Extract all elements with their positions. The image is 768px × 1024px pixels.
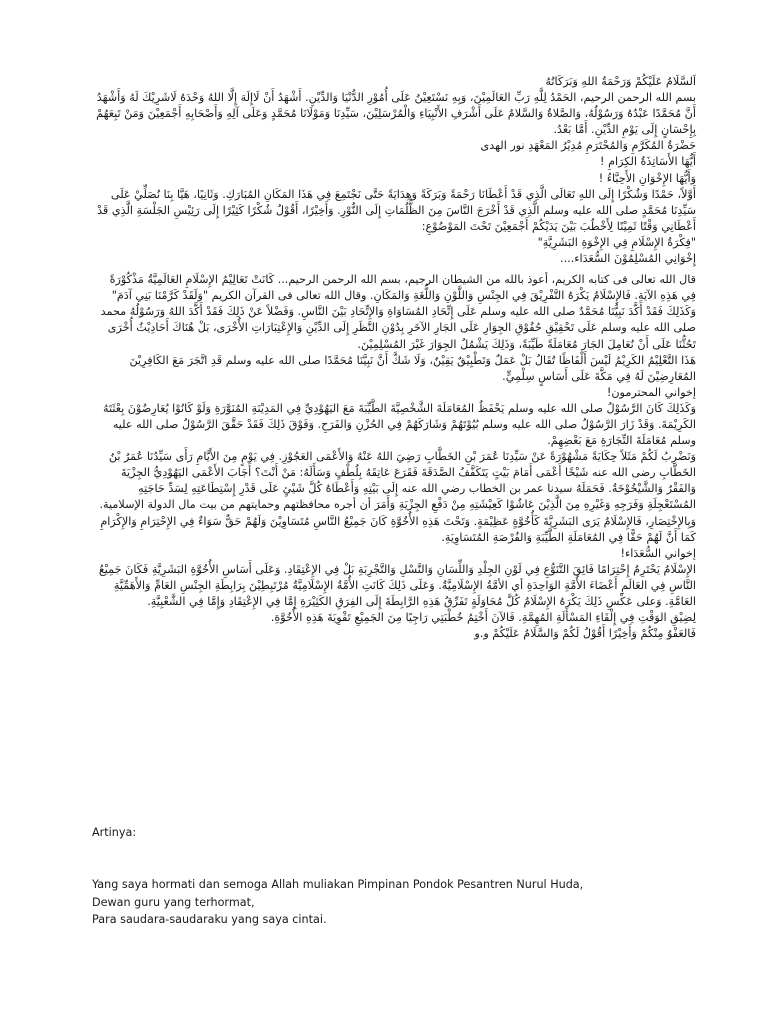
body-paragraph: وَنَضْرِبُ لَكُمْ مَثَلاً حِكَايَةً مَشْهُوْرَةً عَنْ سَيِّدِنَا عُمَرَ بْنِ الخَطَّابِ رَضِيَ اللهُ عَنْهُ وَالأَعْمَى العَجُوْزِ. فِي يَوْمٍ مِنَ الأَيَّامِ رَأَى سَيِّدُنَا عُمَرُ بْنُ الخَطَّابِ رضى الله عنه شَيْخًا أَعْمَى أَمَامَ بَيْتٍ يَتَكَفَّفُ الصَّدَقَةَ فَقَرَعَ عَاتِقَهُ بِلُطْفٍ وَسَأَلَهُ: مَنْ أَنْتَ؟ أَجَابَ الأَعْمَى اليَهُوْدِيُّ الجِزْيَةَ وَالفَقْرُ وَالشَّيْخُوْخَةُ. فَحَمَلَهُ سيدنا عمر بن الخطاب رضي الله عنه إِلَى بَيْتِهِ وَأَعْطَاهُ كُلَّ شَيْئٍ عَلَى قَدْرِ إِسْتِطَاعَتِهِ لِسَدِّ حَاجَتِهِ المُسْتَعْجِلَةِ وَفَرَجِهِ وَغَيْرِهِ مِنَ الَّذِيْنَ عَاشُوْا كَعِيْشَتِهِ مِنْ دَفْعِ الجِزْيَةِ وَأَمَرَ أن أجره محافظتهم وحمايتهم من بيت مال الدولة الإسلامية. — [99, 450, 696, 512]
address-teachers: أَيُّهَا الأَسَاتِذَةُ الكِرَامِ ! — [600, 155, 696, 169]
body-paragraph: الإِسْلَامُ يَحْتَرِمُ إِحْتِرَامًا فَائِقَ التَّنَوُّعِ فِي لَوْنِ الجِلْدِ وَاللِّسَانِ وَالنَّسْلِ وَالتَّجْرِبَةِ بَلْ فِي الإِعْتِقَادِ. وَعَلَى أَسَاسِ الأُخُوَّةِ البَشَرِيَّةِ فَكَانَ جَمِيْعُ النَّاسِ فِي العَالَمِ أَعْضَاءَ الأُمَّةِ الوَاحِدَةِ أي الأمَّةُ الإِسْلَامِيَّةُ. وَعَلَى ذَلِكَ كَانَتِ الأُمَّةُ الإِسْلَامِيَّةُ مُرْتَبِطِيْنَ بِرَابِطَةِ الجِنْسِ العَامِّ وَالأَهَمِّيَّةِ العَامَّةِ. وَعلى عَكْسِ ذَلِكَ يَكْرَهُ الإِسْلَامُ كُلَّ مُحَاوَلَةٍ تَفَرِّقُ هَذِهِ الرَّابِطَةَ إِلَى الفِرَقِ الكَثِيْرَةِ إِمَّا فِي الإِعْتِقَادِ وَإِمَّا فِي الشَّعْبِيَّةِ. — [98, 562, 696, 608]
translation-section — [92, 824, 696, 928]
translation-label: Artinya: — [92, 826, 137, 839]
spacer — [92, 859, 696, 876]
closing-salutation: فَالعَفْوُ مِنْكُمْ وَأَخِيْرًا أَقُوْلُ لَكُمْ وَالسَّلَامُ عَلَيْكُمْ و.و — [474, 627, 696, 641]
body-paragraph: وَبِالإِخْتِصَارِ، فَالإِسْلَامُ يَرَى البَشَرِيَّةَ كَأُخُوَّةٍ عَظِيْمَةٍ. وَتَحْتَ هَذِهِ الأُخُوَّةِ كَانَ جَمِيْعُ النَّاسِ مُتَسَاوِيْنَ وَلَهُمْ حَقٌّ سَوَاءٌ فِي الإِحْتِرَامِ وَالإِكْرَامِ كَمَا أَنَّ لَهُمْ حَقًّا فِي المُعَامَلَةِ الطَّيِّبَةِ وَالفُرْصَةِ المُتَسَاوِيَةِ. — [100, 514, 696, 544]
translation-line: Para saudara-saudaraku yang saya cintai. — [92, 913, 327, 926]
salutation: اَلسَّلَامُ عَلَيْكُمْ وَرَحْمَةُ اللهِ وَبَرَكَاتُهُ — [545, 75, 696, 88]
address-happy-brothers: إخواني السُّعَدَاء! — [620, 546, 696, 560]
translation-line: Dewan guru yang terhormat, — [92, 895, 255, 909]
body-paragraph: قال الله تعالى فى كتابه الكريم، أعوذ بالله من الشيطان الرجيم، بسم الله الرحمن الرحيم... كَانَتْ تَعَالِيْمُ الإِسْلَامِ العَالَمِيَّةُ مَذْكُوْرَةً فِي هَذِهِ الآيَةِ. فَالإِسْلَامُ يَكْرَهُ التَّفْرِيْقَ فِي الجِنْسِ وَاللَّوْنِ وَاللُّغَةِ وَالمَكَانِ. وقال الله تعالى فى القرآن الكريم "وَلَقَدْ كَرَّمْنَا بَنِي آدَمَ" وَكَذَلِكَ فَقَدْ أَكَّدَ نَبِيُّنَا مُحَمَّدٌ صلى الله عليه وسلم عَلَى إِتِّحَادِ المُسَاوَاةِ وَالإِتِّحَادِ بَيْنَ النَّاسِ. وَفَضْلاً عَنْ ذَلِكَ فَقَدْ أَكَّدَ اللهُ وَرَسُوْلُهُ محمد صلى الله عليه وسلم عَلَى تَحْقِيْقِ حُقُوْقِ الجِوَارِ عَلَى الجَارِ الآخَرِ بِدُوْنِ النَّظَرِ إِلَى الدِّيْنِ وَالإِعْتِبَارَاتِ الأُخْرَى، بَلْ هُنَاكَ أَحَادِيْثُ أُخْرَى تَحُثُّنَا عَلَى أَنْ نُعَامِلَ الجَارَ مُعَامَلَةً طَيِّبَةً، وَذَلِكَ يَشْمُلُ الجِوَارَ غَيْرَ المُسْلِمِيْنَ. — [100, 273, 696, 351]
translation-line: Yang saya hormati dan semoga Allah muliakan Pimpinan Pondok Pesantren Nurul Huda, — [92, 878, 584, 892]
closing-paragraph: لِضِيْقِ الوَقْتِ فِي إِلْقَاءِ المَسْأَلَةِ المُهِمَّةِ. فَالآنَ أَخْتِمُ خُطْبَتِي رَاجِيًا مِنَ الجَمِيْعِ تَقْوِيَةَ هَذِهِ الأُخُوَّةِ. — [270, 611, 696, 625]
address-respected-brothers: إخواني المحترمون! — [606, 385, 696, 399]
body-paragraph: وَكَذَلِكَ كَانَ الرَّسُوْلُ صلى الله عليه وسلم يَحْفَظُ المُعَامَلَةَ الشَّخْصِيَّةَ الطَّيِّبَةَ مَعَ اليَهُوْدِيِّ فِي المَدِيْنَةِ المُنَوَّرَةِ وَلَوْ كَانُوْا يُعَارِضُوْنَ بِعْثَتَهُ الكَرِيْمَةَ. وَقَدْ زَارَ الرَّسُوْلُ صلى الله عليه وسلم بُيُوْتَهُمْ وَشَارَكَهُمْ فِي الحُزْنِ وَالفَرَحِ. وَفَوْقَ ذَلِكَ فَقَدْ حَقَّقَ الرَّسُوْلُ صلى الله عليه وسلم مُعَامَلَةَ التِّجَارَةِ مَعَ بَعْضِهِمْ. — [102, 401, 696, 448]
address-director: حَضْرَةُ المُكَرَّمِ وَالمُحْتَرَمِ مُدِيْرُ المَعْهَدِ نور الهدى — [480, 139, 696, 153]
arabic-speech-text — [92, 74, 696, 642]
body-paragraph: هَذَا التَّعْلِيْمُ الكَرِيْمُ لَيْسَ أَلْفَاظًا تُقَالُ بَلْ عَمَلٌ وَتَطْبِيْقٌ يَقِيْنٌ، وَلَا شَكَّ أَنَّ نَبِيَّنَا مُحَمَّدًا صلى الله عليه وسلم قَدِ اتَّجَرَ مَعَ الكَافِرِيْنَ المُعَارِضِيْنَ لَهُ فِي مَكَّةَ عَلَى أَسَاسٍ سِلْمِيٍّ. — [129, 353, 696, 383]
opening-paragraph: بسم الله الرحمن الرحيم، الحَمْدُ لِلَّهِ رَبِّ العَالَمِيْنَ، وَبِهِ نَسْتَعِيْنُ عَلَى أُمُوْرِ الدُّنْيَا وَالدِّيْنِ. أَشْهَدُ أَنْ لَاإِلَهَ إِلَّا اللهُ وَحْدَهُ لَاشَرِيْكَ لَهُ وَأَشْهَدُ أَنَّ مُحَمَّدًا عَبْدُهُ وَرَسُوْلُهُ، وَالصَّلاةُ وَالسَّلامُ عَلَى أَشْرَفِ الأَنْبِيَاءِ وَالْمُرْسَلِيْنَ، سَيِّدِنَا وَمَوْلَانَا مُحَمَّدٍ وَعَلَى آلِهِ وَأَصْحَابِهِ أَجْمَعِيْنَ وَمَنْ تَبِعَهُمْ بِإِحْسَانٍ إِلَى يَوْمِ الدِّيْنِ. أَمَّا بَعْدُ. — [96, 91, 696, 137]
address-brothers: وَأَيُّهَا الإِخْوَانِ الأَحِبَّاءُ ! — [598, 171, 696, 185]
address-muslim-brothers: إِخْوَانِي المُسْلِمُوْنَ السُّعَدَاء.... — [560, 252, 696, 266]
speech-topic: "فِكْرَةُ الإِسْلَامِ فِي الإِخْوَةِ البَشَرِيَّةِ" — [537, 235, 696, 249]
introduction-paragraph: أَوَّلاً، حَمْدًا وَشُكْرًا إِلَى اللهِ تَعَالَى الَّذِي قَدْ أَعْطَانَا رَحْمَةً وَبَرَكَةً وَهِدَايَةً حَتَّى نَجْتَمِعَ فِي هَذَا المَكَانِ المُبَارَكِ. وَثَانِيًا، هَيَّا بِنَا نُصَلِّيْ عَلَى سَيِّدِنَا مُحَمَّدٍ صلى الله عليه وسلم الَّذِي قَدْ أَخْرَجَ النَّاسَ مِنَ الظُّلُمَاتِ إِلَى النُّوْرِ. وَأَخِيْرًا، أَقُوْلُ شُكْرًا كَثِيْرًا إِلَى رَئِيْسِ الجَلْسَةِ الَّذِي قَدْ أَعْطَانِي وَقْتًا ثَمِيْنًا لِأَخْطُبَ بَيْنَ يَدَيْكُمْ أَجْمَعِيْنَ تَحْتَ المَوْضُوْعِ: — [97, 187, 696, 233]
